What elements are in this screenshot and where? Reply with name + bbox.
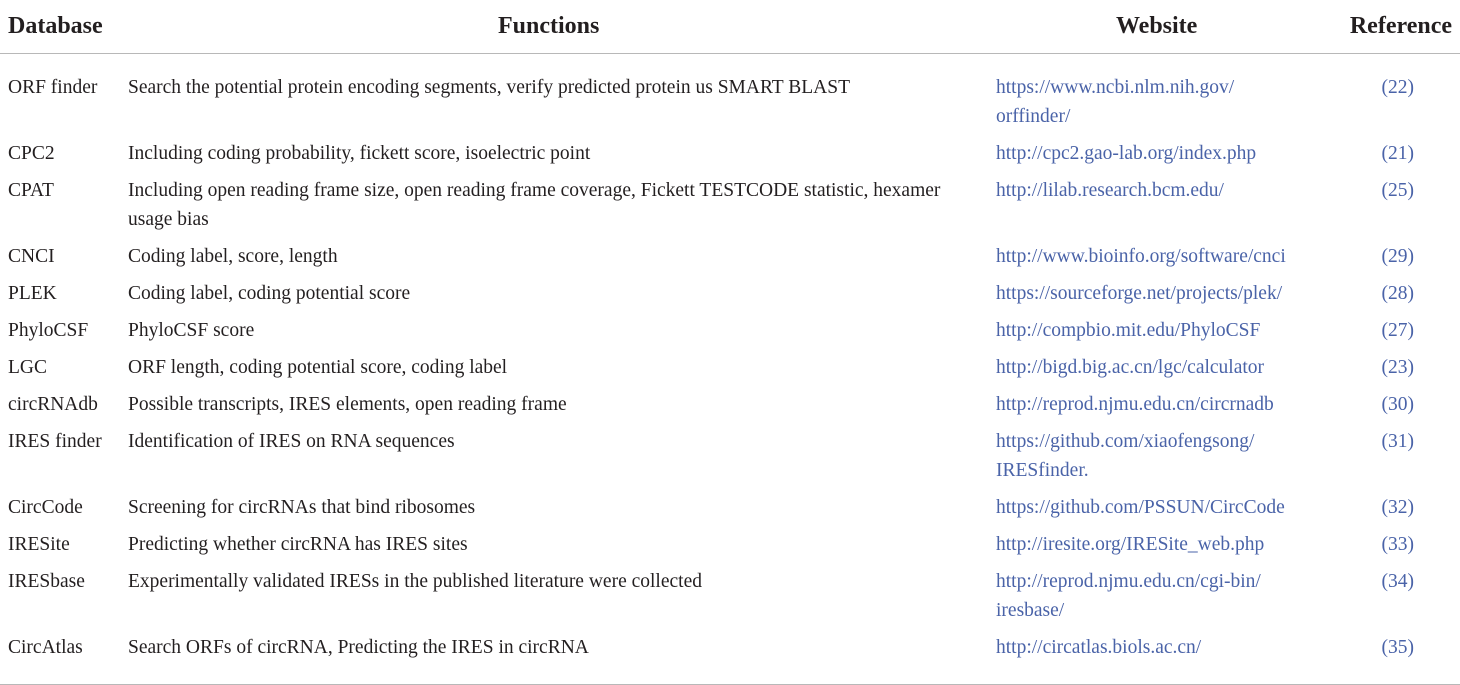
website-link[interactable]: https://www.ncbi.nlm.nih.gov/ [996, 77, 1235, 98]
cell-database: IRES finder [8, 431, 102, 452]
table-row [0, 176, 1460, 242]
website-link[interactable]: http://circatlas.biols.ac.cn/ [996, 637, 1202, 658]
cell-website [996, 176, 1326, 242]
cell-website [996, 242, 1326, 279]
cell-website [996, 279, 1326, 316]
cell-website [996, 54, 1326, 140]
cell-functions: ORF length, coding potential score, coding label [128, 357, 508, 378]
table-row [0, 242, 1460, 279]
cell-website [996, 139, 1326, 176]
cell-functions: Including open reading frame size, open reading frame coverage, Fickett TESTCODE statistic, hexamer usage bias [128, 180, 941, 230]
cell-reference[interactable]: (34) [1381, 571, 1414, 592]
cell-reference[interactable]: (35) [1326, 633, 1460, 685]
cell-website [996, 353, 1326, 390]
website-link[interactable]: https://github.com/PSSUN/CircCode [996, 497, 1285, 518]
cell-reference[interactable]: (28) [1381, 283, 1414, 304]
table-row [0, 54, 1460, 140]
cell-functions: Search ORFs of circRNA, Predicting the IRES in circRNA [128, 633, 996, 685]
cell-database: CPAT [8, 180, 54, 201]
cell-database: LGC [8, 357, 47, 378]
cell-functions: Predicting whether circRNA has IRES sites [128, 534, 468, 555]
website-link[interactable]: http://www.bioinfo.org/software/cnci [996, 246, 1286, 267]
cell-functions: Screening for circRNAs that bind ribosomes [128, 497, 476, 518]
website-link[interactable]: IRESfinder. [996, 460, 1089, 481]
cell-reference[interactable]: (27) [1381, 320, 1414, 341]
table-body [0, 54, 1460, 685]
cell-functions: Coding label, coding potential score [128, 283, 411, 304]
cell-functions: Including coding probability, fickett score, isoelectric point [128, 143, 591, 164]
website-link[interactable]: http://reprod.njmu.edu.cn/cgi-bin/ [996, 571, 1261, 592]
cell-reference[interactable]: (23) [1381, 357, 1414, 378]
table-row [0, 427, 1460, 493]
website-link[interactable]: http://bigd.big.ac.cn/lgc/calculator [996, 357, 1265, 378]
cell-reference[interactable]: (21) [1381, 143, 1414, 164]
cell-reference[interactable]: (25) [1381, 180, 1414, 201]
cell-functions: Experimentally validated IRESs in the published literature were collected [128, 571, 702, 592]
table-row [0, 493, 1460, 530]
website-link[interactable]: orffinder/ [996, 106, 1071, 127]
cell-reference[interactable]: (30) [1381, 394, 1414, 415]
cell-functions: PhyloCSF score [128, 320, 255, 341]
cell-database: CNCI [8, 246, 55, 267]
website-link[interactable]: https://github.com/xiaofengsong/ [996, 431, 1255, 452]
cell-website [996, 493, 1326, 530]
table-row [0, 316, 1460, 353]
cell-database: circRNAdb [8, 394, 98, 415]
cell-reference[interactable]: (31) [1381, 431, 1414, 452]
table-row [0, 530, 1460, 567]
cell-database: CircAtlas [0, 633, 128, 685]
table-row [0, 279, 1460, 316]
cell-database: IRESbase [8, 571, 85, 592]
header-functions: Functions [128, 0, 996, 54]
header-row [0, 0, 1460, 54]
table-row [0, 353, 1460, 390]
cell-reference[interactable]: (32) [1381, 497, 1414, 518]
table-row [0, 567, 1460, 633]
website-link[interactable]: iresbase/ [996, 600, 1065, 621]
cell-reference[interactable]: (33) [1381, 534, 1414, 555]
website-link[interactable]: http://reprod.njmu.edu.cn/circrnadb [996, 394, 1274, 415]
website-link[interactable]: http://iresite.org/IRESite_web.php [996, 534, 1265, 555]
website-link[interactable]: https://sourceforge.net/projects/plek/ [996, 283, 1283, 304]
table-row [0, 633, 1460, 685]
table-row [0, 390, 1460, 427]
cell-website [996, 530, 1326, 567]
cell-website [996, 427, 1326, 493]
cell-website [996, 567, 1326, 633]
cell-database: PLEK [8, 283, 57, 304]
cell-database: PhyloCSF [8, 320, 89, 341]
cell-functions: Coding label, score, length [128, 246, 338, 267]
cell-reference[interactable]: (29) [1381, 246, 1414, 267]
header-website: Website [996, 0, 1326, 54]
cell-website [996, 316, 1326, 353]
cell-database: CircCode [8, 497, 83, 518]
website-link[interactable]: http://compbio.mit.edu/PhyloCSF [996, 320, 1261, 341]
cell-reference[interactable]: (22) [1381, 77, 1414, 98]
cell-database: IRESite [8, 534, 70, 555]
cell-website [996, 390, 1326, 427]
website-link[interactable]: http://lilab.research.bcm.edu/ [996, 180, 1224, 201]
website-link[interactable]: http://cpc2.gao-lab.org/index.php [996, 143, 1257, 164]
cell-functions: Search the potential protein encoding segments, verify predicted protein us SMART BLAST [128, 77, 850, 98]
cell-functions: Possible transcripts, IRES elements, open reading frame [128, 394, 567, 415]
header-reference: Reference [1326, 0, 1460, 54]
cell-functions: Identification of IRES on RNA sequences [128, 431, 455, 452]
header-database: Database [0, 0, 128, 54]
cell-database: ORF finder [8, 77, 98, 98]
cell-website [996, 633, 1326, 685]
table-row [0, 139, 1460, 176]
cell-database: CPC2 [8, 143, 55, 164]
table-header [0, 0, 1460, 54]
